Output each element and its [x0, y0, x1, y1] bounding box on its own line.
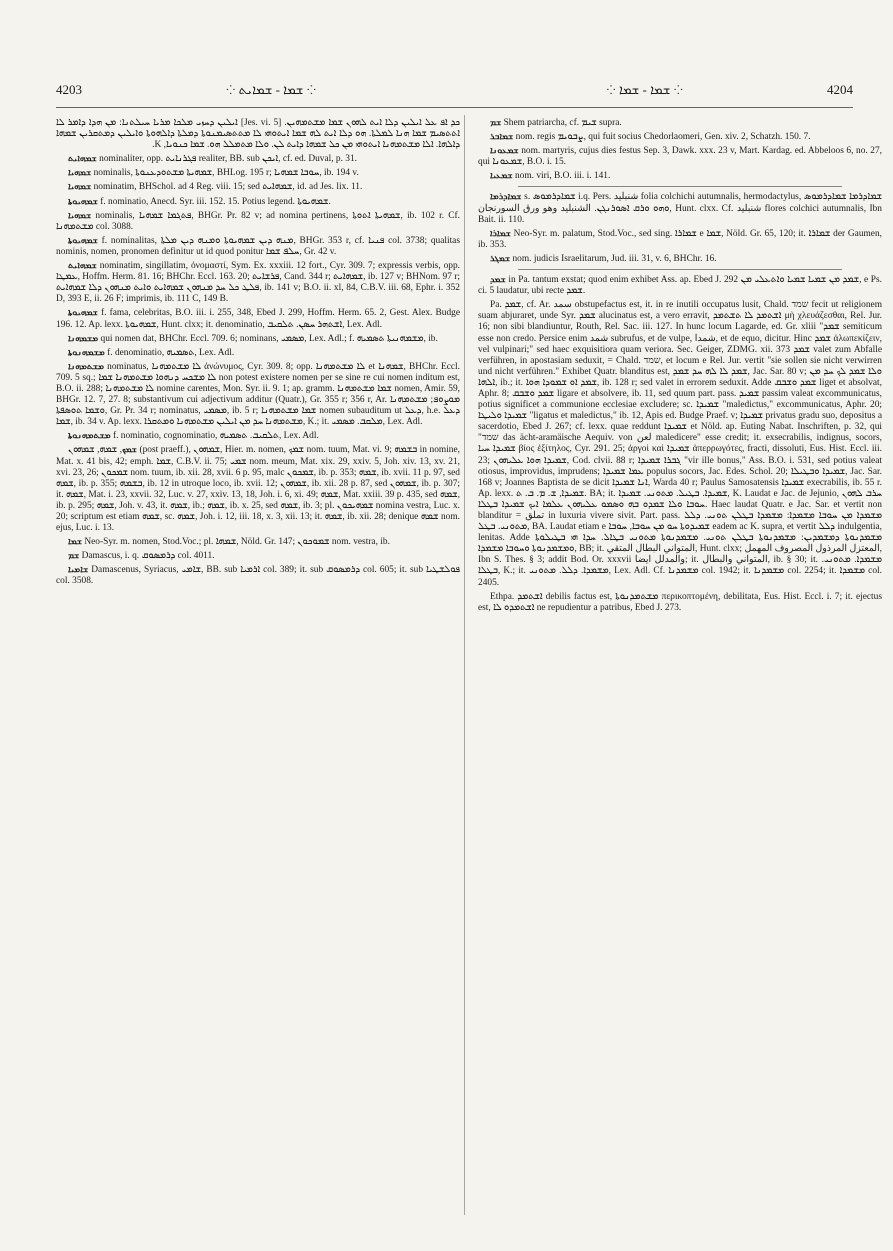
entry-text: Neo-Syr. m. palatum, Stod.Voc., sed sing. ܫܡܐܪܐ e ܫܡܐ, Nöld. Gr. 65, 120; it. ܫܡܐܪܐ der Gaumen, ib. 353.: [478, 228, 882, 250]
entry-headword: ܫܡܗܝܘܬܐ: [68, 196, 98, 207]
dictionary-entry: [56, 182, 460, 193]
dictionary-entry: [56, 362, 460, 429]
dictionary-entry: [56, 537, 460, 548]
entry-text: Damascenus, Syriacus, ܫܐܡܝ, BB. sub ܐܪܡܝܐ col. 389; it. sub ܕܪܡܣܘܩ col. 605; it. sub ܦܘܠܫܛܝܐ col. 3508.: [56, 565, 460, 587]
page-number-left: 4203: [56, 82, 82, 97]
entry-headword: ܫܡܗܝܘܬܐ: [68, 235, 98, 246]
dictionary-entry: [56, 551, 460, 562]
entry-text: nominatus, ܠܐ ܡܫܬܡܗܢܐ ἀνώνυμος, Cyr. 309. 8; opp. ܠܐ ܡܫܬܡܗܢܐ et ܫܡܗܢܐ, BHChr. Eccl. 709. 5 sq.; ܠܐ ܡܫܟܚ ܕܢܗܘܐ ܡܫܬܡܗܢܐ ܫܡܐ non potest existere nomen per se sine re cui nomen inditum est, B.O. ii. 288; ܠܐ ܡܫܬܡܗܢܐ nomine carentes, Mon. Syr. ii. 9. 1; ap. gramm. ܫܡܐ ܡܫܬܡܗܢܐ nomen, Amir. 59, BHGr. 12. 7, 27. 8; substantivum cui adjectivum additur (Quatr.), Gr. 355 r; 356 r, Ar. ܡܘܨܘܦ; ܡܫܬܡܗܢܐ ܘܫܡܐ ܬܘܣܦܬܐ, Gr. Pr. 34 r; nominatus, ܡܣܡܝ, ib. 5 r; ܫܡܐ ܡܫܬܡܗܢܐ nomen subauditum ut ܕܥܠ, h.e. ܕܥܠ ܫܡܐ, ib. 34 v. Ap. lexx. ܡܫܬܡܗܢܐ ܚܕ ܡܢ ܐܝܠܝܢ ܡܫܬܡܗܢܐ ܘܡܬܩܪܐ, K.; it. ܡܠܩܒ. ܡܣܡܝ, Lex. Adl.: [56, 361, 460, 428]
entry-text: Shem patriarcha, cf. ܫܝܡ supra.: [501, 118, 622, 128]
dictionary-entry: [478, 192, 882, 225]
entry-headword: ܫܡ: [490, 118, 502, 128]
entry-text: nom. regis ܨܒܘܝܡ, qui fuit socius Chedorlaomeri, Gen. xiv. 2, Schatzh. 150. 7.: [513, 132, 811, 143]
entry-headword: ܫܡܐܒܪ: [490, 132, 514, 143]
entry-headword: ܫܡܐܪܐ: [490, 228, 511, 239]
entry-text: f. nominatio, cognominatio, ܬܠܩܝܒ. ܬܣܡܝܗ, Lex. Adl.: [110, 431, 319, 442]
entry-text: Ethpa. ܐܫܬܡܕ debilis factus est, ܡܫܬܡܕܢܘܬܐ περικοπτομένη, debilitata, Eus. Hist. Eccl. i. 7; it. ejectus est, ܐܫܬܡܕܘ ܠܐ ne repudientur a patribus, Ebed J. 273.: [478, 591, 882, 613]
entry-text: nom. judicis Israelitarum, Jud. iii. 31, v. 6, BHChr. 16.: [510, 253, 717, 264]
entry-text: Neo-Syr. m. nomen, Stod.Voc.; pl. ܫܡܗܐ, Nöld. Gr. 147; ܫܡܘܟܘܢ nom. vestra, ib.: [82, 537, 390, 548]
entry-text: nominalis, ܫܡܗܝܬܐ ܡܫܬܘܕܥܢܘܬܐ, BHLog. 195 r; ܚܘܒܐ ܫܡܗܝܐ, ib. 194 v.: [91, 168, 359, 179]
dictionary-entry: [56, 154, 460, 165]
entry-headword: ܫܡܗܐܝܬ: [68, 261, 97, 272]
dictionary-entry: [478, 229, 882, 251]
entry-text: f. nominalitas, ܡܢܗ ܕܝܢ ܫܡܗܝܘܬܐ ܘܡܢܗ ܕܝܢ ܡܠܬܐ, BHGr. 353 r, cf. ܦܢܝܐ col. 3738; qualitas nominis, nomen, pronomen definitur ut id quod ponitur ܚܠܦ ܫܡܐ, Gr. 42 v.: [56, 235, 460, 257]
dictionary-entry: [478, 300, 882, 588]
entry-headword: ܫܡܐ: [68, 537, 83, 548]
entry-headword: ܫܡܐܕܪܡܐ: [490, 192, 522, 203]
entry-text: ܟܕ ܐܦ ܥܠ ܐܝܠܝܢ ܕܠܐ ܐܝܬ ܠܗܘܢ ܫܡܐ ܡܫܬܡܗܝܢ. [Jes. vi. 5] ܐܝܠܝܢ ܕܚܙܝ ܡܠܟܐ ܡܪܝܐ ܚܝܠܬܢܐ: ܡܢ ܗܕܐ ܕܐܡܪ ܠܐ ܐܬܬܣܝܡ ܫܡܐ ܗܢܐ ܠܡܠܬܐ. ܗܘ ܕܠܐ ܐܝܬ ܠܗ ܫܡܐ ܐܝܬܘܗܝ ܠܐ ܡܬܬܣܝܡܢܘܬܐ ܕܡܠܬܐ ܕܐܠܗܘܬܐ ܘܐܝܠܝܢ ܕܡܬܩܪܝܢ ܫܡܗܐ ܕܐܠܗܐ. ܐܠܐ ܡܫܬܡܗܢܐ ܐܝܬܘܗܝ ܡܢ ܟܠ ܫܡܗܐ ܕܐܝܬ ܠܢ. ܘܠܐ ܡܬܡܠܠ ܗܘ. ܫܡܐ ܟܢܘܝܐ, K.: [56, 118, 460, 151]
dictionary-entry: [56, 168, 460, 179]
entry-headword: ܡܫܡܗܢܐ: [68, 333, 99, 344]
entry-headword: ܡܫܬܡܗܢܐ: [68, 361, 105, 372]
entry-headword: ܫܡܗܝܐ: [68, 168, 92, 179]
entry-text: nominalis, ܦܬܓܡܐ ܫܡܗܝܐ, BHGr. Pr. 82 v; ad nomina pertinens, ܫܡܗܝܬܐ ܐܬܘܬܐ, ib. 102 r. Cf. ܡܫܬܡܗܢܐ col. 3088.: [56, 210, 460, 232]
dictionary-entry: [56, 308, 460, 330]
entry-headword: ܫܡܟ: [122, 445, 137, 456]
dictionary-entry: [478, 118, 882, 129]
dictionary-entry: [478, 592, 882, 614]
column-divider: [464, 115, 465, 1215]
entry-headword: ܫܡ: [68, 551, 80, 562]
entry-headword: ܫܡܥܝܐ: [490, 171, 513, 182]
entry-headword: ܫܡܓܪ: [490, 253, 511, 264]
entry-text: nominaliter, opp. ܦܓܪܢܐܝܬ realiter, BB. sub ܐܝܟܢ, cf. ed. Duval, p. 31.: [96, 154, 358, 165]
page-number-right: 4204: [827, 82, 853, 97]
page-header: [56, 82, 853, 102]
left-column: [56, 118, 460, 1214]
dictionary-entry: [56, 445, 460, 534]
entry-text: s. ܫܡܐܕܪܡܘܣ i.q. Pers. شنبليد folia colchichi autumnalis, hermodactylus, ܫܡܐܕܪܡܐ ܫܡܐܕܪܡܘܣ ܘܗܘ ܘܪܩ ܐܣܘܪܢܓܢ. الشنبليد وهو ورق السورنجان, Hunt. clxx. Cf. شنبليد flores colchici autumnalis, Ibn Bait. ii. 110.: [478, 192, 882, 225]
entry-text: , ܫܡܗ, ܫܡܗܘܢ (post praeff.), ܫܡܗܘܢ, Hier. m. nomen, ܫܡܟ nom. tuum, Mat. vi. 9; ܒܫܡܗ in nomine, Mat. x. 41 bis, 42; emph. ܫܡܐ, C.B.V. ii. 75; ܫܡܝ nom. meum, Mat. xix. 29, xxiv. 5, Joh. xiv. 13, xv. 21, xvi. 23, 26; ܫܡܟܘܢ nom. tuum, ib. xii. 28, xvii. 6 p. 95, malc ܫܡܟܘܢ, ib. p. 353; ܫܡܗ, ib. xvii. 11 p. 97, sed ܫܡܗ, ib. p. 355; ܒܫܡܗ, ib. 12 in utroque loco, ib. xvii. 12; ܫܡܗܘܢ, ib. xii. 28 p. 87, sed ܫܡܗܘܢ, ib. p. 307; it. ܫܡܗ, Mat. i. 23, xxvii. 32, Luc. v. 27, xxiv. 13, 18, Joh. i. 6, xi. 49; ܫܡܗ, Mat. xxiii. 39 p. 435, sed ܫܡܗ, ib. p. 295; ܫܡܗ, Joh. v. 43, it. ܫܡܗ, ib.; ܫܡܗ, ib. x. 25, sed ܫܡܗ, ib. 3; pl. ܫܡܗܝܟܘܢ nomina vestra, Luc. x. 20; scriptum est etiam ܫܡܗ, sc. ܫܡܗ, Joh. i. 12, iii. 18, x. 3, xii. 13; it. ܫܡܗ, ib. xii. 28; denique ܫܡܗ nom. ejus, Luc. i. 13.: [56, 445, 460, 534]
entry-text: nominatim, singillatim, ὀνομαστί, Sym. Ex. xxxiii. 12 fort., Cyr. 309. 7; expressis verbis, opp. ܥܡܛܐ, Hoffm. Herm. 81. 16; BHChr. Eccl. 163. 20; ܦܪܫܐܝܬ, Cand. 344 r; ܫܡܗܐܝܬ, ib. 127 v; BHNom. 97 r; ܦܠܛ ܟܠ ܚܕ ܡܢܗܘܢ ܫܡܗܐܝܬ ܘܐܝܬ ܡܢܗܘܢ ܕܠܐ ܫܡܗܐܝܬ, ib. 141 v; B.O. ii. xl, 84, C.B.V. iii. 68, Ephr. i. 352 D, 393 E, ii. 26 F; imprimis, ib. 111 C, 149 B.: [56, 261, 460, 305]
entry-text: f. denominatio, ܬܣܡܝܗ, Lex. Adl.: [104, 347, 235, 358]
entry-text: nom. martyris, cujus dies festus Sep. 3, Dawk. xxx. 23 v, Mart. Kardag. ed. Abbeloos 6, no. 27, qui ܫܡܥܘܢܐ, B.O. i. 15.: [478, 146, 882, 168]
entry-headword: ܡܫܬܡܗܢܘܬܐ: [68, 431, 111, 442]
dictionary-entry: [478, 171, 882, 182]
entry-text: nominatim, BHSchol. ad 4 Reg. viii. 15; sed ܫܡܗܐܝܬ, id. ad Jes. lix. 11.: [91, 182, 363, 193]
entry-headword: ܫܡܗܝܐ: [68, 182, 92, 193]
entry-separator: [518, 269, 842, 270]
running-head-left: ⁘ ܫܡܐ - ܫܡܐܝܬ ⁘: [226, 82, 317, 97]
entry-headword: ܫܡܗܐܝܬ: [68, 154, 97, 165]
running-head-right: ⁘ ܫܡܐ - ܫܡܐ ⁘: [606, 82, 683, 97]
entry-headword: ܫܐܡܝܐ: [68, 565, 89, 576]
dictionary-entry: [478, 132, 882, 143]
entry-headword: ܡܫܡܗܢܘܬܐ: [68, 347, 105, 358]
entry-headword: ܫܡܗܝܐ: [68, 210, 92, 221]
dictionary-entry: [478, 254, 882, 265]
entry-text: Damascus, i. q. ܕܪܡܣܘܩ col. 4011.: [79, 551, 215, 562]
entry-text: f. fama, celebritas, B.O. iii. i. 255, 348, Ebed J. 299, Hoffm. Herm. 65. 2, Gest. Alex. Budge 196. 12. Ap. lexx. ܫܡܗܝܘܬܐ, Hunt. clxx; it. denominatio, ܐܫܬܗܪ ܚܣܢ. ܬܠܩܝܒ, Lex. Adl.: [56, 308, 460, 330]
entry-headword: ܫܡܕ: [490, 275, 506, 286]
entry-text: Pa. ܫܡܕ, cf. Ar. سمد obstupefactus est, it. in re inutili occupatus lusit, Chald. שמד fecit ut religionem suam abjuraret, unde Syr. ܫܡܕ alucinatus est, a vero erravit, ܐܫܬܡܕ ܠܐ ܬܫܬܡܕ μὴ χλευάζεσθαι, Rel. Jur. 16; non sibi blandiuntur, Routh, Rel. Sac. iii. 127. In hunc locum Lagarde, ed. Gr. xliii "ܫܡܕ semiticum esse non credo. Persice enim شمد subrufus, et de vulpe, شمدا, et de equo, dicitur. Hinc ܫܡܕ ἀλωπεκίζειν, vel vulpinari;" sed haec exquisitiora quam veriora. Sec. Geiger, ZDMG. xii. 373 ܫܡܕ valet zum Abfalle verführen, in apostasiam seduxit, = Chald. שמד, et locum e Rel. Jur. vertit "sie sollen sie nicht verwirren und nicht verführen." Exhibet Quatr. blanditus est, ܫܡܕ ܠܐ ܠܗ ܚܕ ܫܡܕ, Jac. Sar. 80 v; ܘܠܐ ܫܡܕ ܠܟ ܚܕ ܡܢ ܐܠܗܐ, ib.; it. ܫܡܕ ܐܘ ܫܡܘܕܐ ܗܘܐ, ib. 128 r; sed valet in errorem seduxit. Adde ܫܡܕ ܘܫܒܩ liget et absolvat, Aphr. 8; ܫܡܕ ܘܫܒܩ ligare et absolvere, ib. 11, sed quum part. pass. ܫܡܝܕ passim valeat excommunicatus, potius significet a communione ecclesiae excludere; sc. ܫܡܝܕܐ "maledictus," excommunicatus, Aphr. 20; ܫܡܝܕܐ ܘܠܝܛܐ "ligatus et maledictus," ib. 12, Apis ed. Budge Praef. v; ܫܡܝܕܐ privatus gradu suo, depositus a sacerdotio, Ebed J. 267; cf. lexx. quae reddunt ܫܡܝܕܐ et Nöld. ap. Euting Nabat. Inschriften, p. 32, qui "שמד das ächt-aramäische Aequiv. von لعن maledicere" esse credit; it. exsecrabilis, indignus, socors, ܫܡܝܕܐ ܚܝܐ βίος ἐξίτηλος, Cyr. 291. 25; ἀργοὶ καὶ ܫܡܝܕܐ ἀπερρωγότες, fracti, dissoluti, Eus. Hist. Eccl. iii. 23; ܫܡܝܕܐ ܗܘܐ ܥܠܝܗܘܢ, Cod. clvii. 88 r; ܓܒܪܐ ܫܡܝܕܐ "vir ille bonus," Ass. B.O. i. 531, sed potius valeat otiosus, improvidus, imprudens; ܥܡܐ ܫܡܝܕܐ populus socors, Jac. Edes. Schol. 20; ܫܡܝܕܐ ܘܒܛܝܠܐ, Jac. Sar. 168 v; Joannes Baptista de se dicit ܐܢܐ ܫܡܝܕܐ, Warda 40 r; Paulus Samosatensis ܫܡܝܕܐ execrabilis, ib. 55 r. Ap. lexx. ܫܡܝܕܐ, ܫ. ܡ. ܒ. ܬ. BA; it. ܫܡܝܕܐ. ܒܛܝܠ. ܡܬܘܢܝ. ܫܡܝܕܐ, K. Laudat e Jac. de Jejunio, ܚܪܒ ܠܗܘܢ ܚܘܒܐ ܘܠܐ ܫܡܕܘ ܒܗ ܘܣܡܘ ܥܠܝܗܘܢ ܥܠܡܐ ܐܝܟ ܫܡܝܕܐ ܒܛܠܐ. Haec laudat Quatr. e Jac. Sar. et vertit non blanditur = تملق in luxuria vivere sivit. Part. pass. ܡܫܡܕܐ ܡܢ ܚܘܒܐ ܡܫܡܕܐ: ܡܫܡܕܐ ܒܛܠܢ ܬܘܢܝ. ܕܠܠ ܡܬܘܢܝ. ܒܛܠ, BA. Laudat etiam e ܫܡܝܕܘܬܐ ܚܘ ܡܢ ܚܘܒܐ, ܚܘܒܐ eadem ac K. supra, et vertit ܕܠܠ indulgentia, lenitas. Adde ܡܫܡܕܢܘܬܐ ܕܡܫܡܕܝܢ: ܡܫܡܕܢܘܬܐ ܒܛܠܢ ܬܘܢܝ. ܡܫܡܕܢܘܬܐ ܡܬܘܢܝ ܒܛܐܠ. ܚܕܐ ܗܝ ܒܛܝܠܘܬܐ ܘܡܫܡܕܢܘܬܐ ܘܚܘܒܐ ܡܫܡܕܐ, BB; it. المتواني البطال المتقي, Hunt. clxx; المعتزل المرذول المصروف المهمل, Ibn S. Thes. § 3; addit Bod. Or. xxxvii والمدلل ايضا; it. المتواني والبطال, ib. § 30; it. ܡܫܡܕܐ. ܡܬܘܢܝ. ܒܛܠܐ, K.; it. ܡܫܡܕܐ. ܕܠܠ. ܡܬܘܢܝ, Lex. Adl. Cf. ܡܫܡܕܢܐ col. 1942; it. ܡܫܡܕܢܐ col. 2254; it. ܡܫܡܕܐ col. 2405.: [478, 300, 882, 588]
dictionary-entry: [56, 431, 460, 442]
entry-text: f. nominatio, Anecd. Syr. iii. 152. 15. Potius legend. ܫܡܗܝܘܬܐ.: [97, 196, 331, 207]
dictionary-entry: [56, 348, 460, 359]
entry-headword: ܫܡܗܝܘܬܐ: [68, 308, 98, 319]
entry-separator: [518, 186, 842, 187]
header-rule: [56, 107, 853, 108]
dictionary-entry: [56, 565, 460, 587]
right-column: [478, 118, 882, 1214]
dictionary-entry: [478, 146, 882, 168]
dictionary-entry: [56, 236, 460, 258]
dictionary-entry: [56, 197, 460, 208]
dictionary-entry: [478, 275, 882, 297]
dictionary-entry: [56, 211, 460, 233]
entry-headword: ܫܡܥܘܢܐ: [490, 146, 519, 157]
dictionary-entry: [56, 334, 460, 345]
dictionary-entry: [56, 261, 460, 305]
entry-text: qui nomen dat, BHChr. Eccl. 709. 6; nominans, ܡܣܡܝ, Lex. Adl.; f. ܡܫܡܗܢܝܬܐ ܬܣܡܝܗ, ib.: [98, 333, 438, 344]
dictionary-entry: [56, 118, 460, 151]
entry-text: in Pa. tantum exstat; quod enim exhibet Ass. ap. Ebed J. 292 ܫܡܕ ܡܢ ܫܡܝܐ ܫܡܝܐ ܘܐܬܥܠܝ ܡܢ, e Ps. ci. 5 laudatur, ubi recte ܫܡܕ.: [478, 275, 882, 297]
entry-text: nom. viri, B.O. iii. i. 141.: [512, 171, 611, 182]
